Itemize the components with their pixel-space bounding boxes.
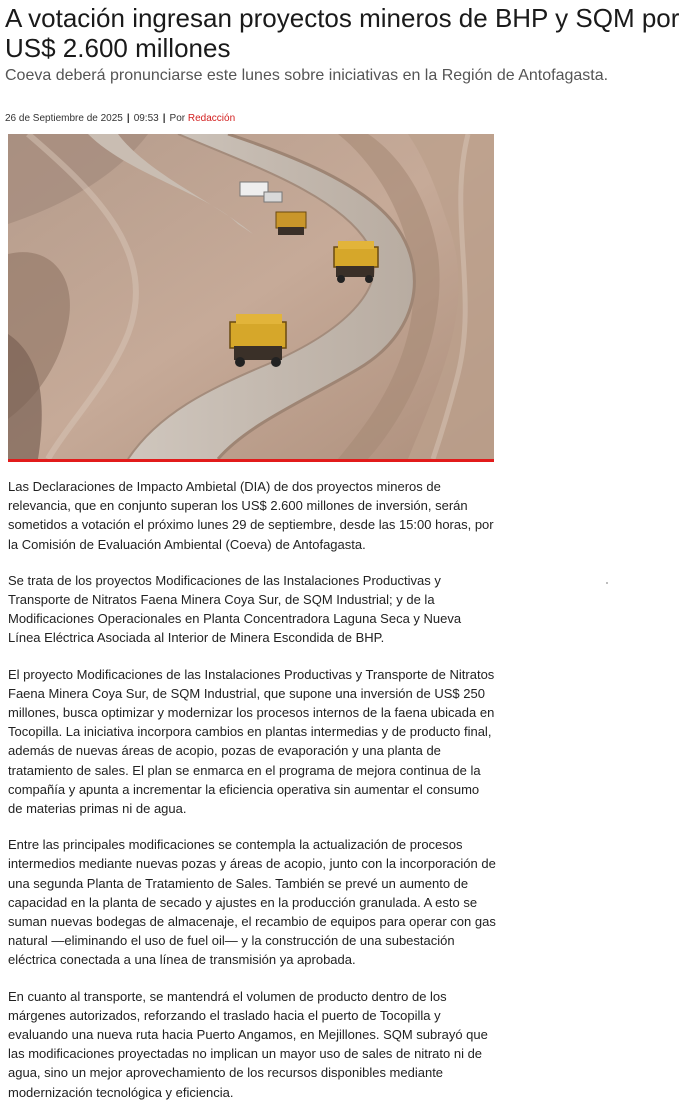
article-title: A votación ingresan proyectos mineros de BHP y SQM por US$ 2.600 millones bbox=[5, 3, 680, 63]
mine-haul-road-photo bbox=[8, 134, 494, 459]
article-paragraph: El proyecto Modificaciones de las Instalaciones Productivas y Transporte de Nitratos Faena Minera Coya Sur, de SQM Industrial, que supone una inversión de US$ 250 millones, busca optimizar y modernizar los procesos internos de la faena ubicada en Tocopilla. La iniciativa incorpora cambios en plantas intermedias y de producto final, además de nuevas áreas de acopio, pozas de evaporación y una planta de tratamiento de sales. El plan se enmarca en el programa de mejora continua de la compañía y apunta a incrementar la eficiencia operativa sin aumentar el consumo de materias primas ni de agua. bbox=[8, 666, 495, 817]
article-paragraph: En cuanto al transporte, se mantendrá el volumen de producto dentro de los márgenes autorizados, reforzando el traslado hacia el puerto de Tocopilla y evaluando una nueva ruta hacia Puerto Angamos, en Mejillones. SQM subrayó que las modificaciones proyectadas no implican un mayor uso de sales de nitrato ni de agua, sino un mejor aprovechamiento de los recursos disponibles mediante modernización tecnológica y eficiencia. bbox=[8, 988, 488, 1100]
publish-date: 26 de Septiembre de 2025 bbox=[5, 113, 123, 124]
stray-dot bbox=[606, 582, 608, 584]
byline-label: Por bbox=[169, 113, 186, 124]
article-paragraph: Las Declaraciones de Impacto Ambietal (DIA) de dos proyectos mineros de relevancia, que en conjunto superan los US$ 2.600 millones de inversión, serán sometidos a votación el próximo lunes 29 de septiembre, desde las 15:00 horas, por la Comisión de Evaluación Ambiental (Coeva) de Antofagasta. bbox=[8, 479, 494, 552]
author-link[interactable]: Redacción bbox=[187, 113, 236, 124]
article-body bbox=[8, 477, 496, 1119]
article-paragraph: Se trata de los proyectos Modificaciones de las Instalaciones Productivas y Transporte de Nitratos Faena Minera Coya Sur, de SQM Industrial; y de la Modificaciones Operacionales en Planta Concentradora Laguna Seca y Nueva Línea Eléctrica Asociada al Interior de Minera Escondida de BHP. bbox=[8, 572, 462, 646]
article-meta: 26 de Septiembre de 2025 | 09:53 | Por Redacción bbox=[5, 113, 236, 124]
haul-truck-near bbox=[230, 314, 286, 367]
publish-time: 09:53 bbox=[133, 113, 159, 124]
article-subtitle: Coeva deberá pronunciarse este lunes sobre iniciativas en la Región de Antofagasta. bbox=[5, 67, 609, 84]
haul-truck-middle bbox=[334, 241, 378, 283]
hero-image bbox=[8, 134, 494, 462]
article-paragraph: Entre las principales modificaciones se contempla la actualización de procesos intermedios mediante nuevas pozas y áreas de acopio, junto con la incorporación de una segunda Planta de Tratamiento de Sales. También se prevé un aumento de capacidad en la planta de secado y ajustes en la producción granulada. A esto se suman nuevas bodegas de almacenaje, el recambio de equipos para operar con gas natural —eliminando el uso de fuel oil— y la construcción de una subestación eléctrica conectada a una línea de transmisión ya aprobada. bbox=[8, 837, 496, 968]
haul-truck-far bbox=[276, 212, 306, 235]
